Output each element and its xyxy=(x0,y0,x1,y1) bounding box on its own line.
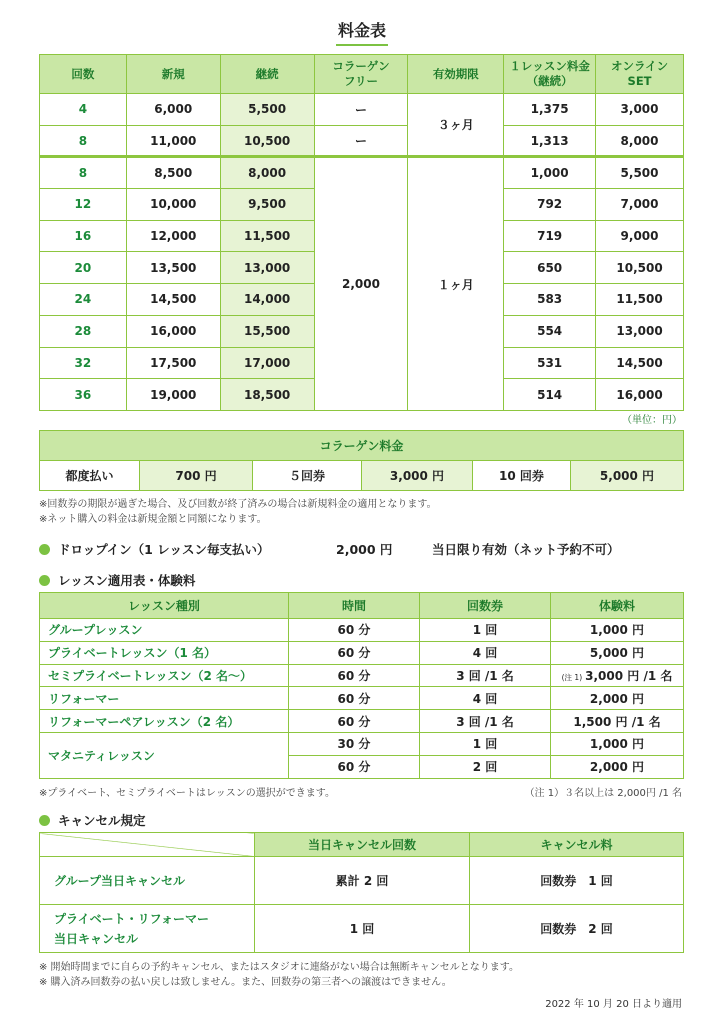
cancel-name: プライベート・リフォーマー 当日キャンセル xyxy=(40,905,255,953)
cont-price-cell: 10,500 xyxy=(220,125,314,157)
col-period-header: 有効期限 xyxy=(408,55,504,94)
dropin-price: 2,000 円 xyxy=(336,542,393,557)
notes-lesson-right: （注 1）３名以上は 2,000円 /1 名 xyxy=(524,788,682,799)
online-cell: 3,000 xyxy=(596,94,684,126)
collagen-cell: ー xyxy=(314,94,408,126)
period-cell: １ヶ月 xyxy=(408,157,504,411)
count-cell: 16 xyxy=(40,220,127,252)
count-cell: 28 xyxy=(40,315,127,347)
lesson-table xyxy=(39,592,684,779)
count-cell: 32 xyxy=(40,347,127,379)
online-cell: 14,500 xyxy=(596,347,684,379)
footnote-marker: (注 1) xyxy=(561,672,583,682)
lesson-name: グループレッスン xyxy=(40,619,289,642)
cont-price-cell: 11,500 xyxy=(220,220,314,252)
new-price-cell: 13,500 xyxy=(126,252,220,284)
online-cell: 16,000 xyxy=(596,379,684,411)
note-line: ※回数券の期限が過ぎた場合、及び回数が終了済みの場合は新規料金の適用となります。 xyxy=(39,499,437,510)
effective-date: 2022 年 10 月 20 日より適用 xyxy=(545,999,682,1010)
cancel-fee: 回数券 2 回 xyxy=(470,905,684,953)
collagen-cell: 2,000 xyxy=(314,157,408,411)
new-price-cell: 12,000 xyxy=(126,220,220,252)
col-fee-header: 体験料 xyxy=(551,593,684,619)
table-row xyxy=(40,94,684,126)
lesson-fee: 1,000 円 xyxy=(551,732,684,755)
table-row xyxy=(40,664,684,687)
dropin-line xyxy=(39,540,620,558)
table-row xyxy=(40,905,684,953)
cancel-name: グループ当日キャンセル xyxy=(40,857,255,905)
cancel-table xyxy=(39,832,684,953)
notes-lesson-left: ※プライベート、セミプライベートはレッスンの選択ができます。 xyxy=(39,788,335,799)
lesson-name: リフォーマー xyxy=(40,687,289,710)
collagen-label: ５回券 xyxy=(253,461,362,491)
per-lesson-cell: 514 xyxy=(504,379,596,411)
new-price-cell: 16,000 xyxy=(126,315,220,347)
lesson-name: プライベートレッスン（1 名） xyxy=(40,641,289,664)
cont-price-cell: 18,500 xyxy=(220,379,314,411)
table-row xyxy=(40,710,684,733)
lesson-tickets: 4 回 xyxy=(420,641,551,664)
new-price-cell: 8,500 xyxy=(126,157,220,189)
new-price-cell: 6,000 xyxy=(126,94,220,126)
lesson-time: 60 分 xyxy=(289,755,420,778)
new-price-cell: 14,500 xyxy=(126,284,220,316)
collagen-fee-title: コラーゲン料金 xyxy=(40,431,684,461)
collagen-fee-table xyxy=(39,430,684,491)
collagen-price: 5,000 円 xyxy=(571,461,684,491)
period-cell: ３ヶ月 xyxy=(408,94,504,157)
unit-label: （単位：円） xyxy=(622,415,682,426)
col-cont-header: 継続 xyxy=(220,55,314,94)
table-row xyxy=(40,687,684,710)
bullet-icon xyxy=(39,544,50,555)
online-cell: 11,500 xyxy=(596,284,684,316)
new-price-cell: 19,000 xyxy=(126,379,220,411)
lesson-fee-cell xyxy=(551,664,684,687)
per-lesson-cell: 1,313 xyxy=(504,125,596,157)
cancel-fee: 回数券 1 回 xyxy=(470,857,684,905)
lesson-section-title: レッスン適用表・体験料 xyxy=(58,573,196,588)
note-line: ※ネット購入の料金は新規金額と同額になります。 xyxy=(39,514,267,525)
per-lesson-cell: 1,375 xyxy=(504,94,596,126)
cancel-section-title: キャンセル規定 xyxy=(58,813,146,828)
lesson-fee: 3,000 円 /1 名 xyxy=(585,668,673,683)
lesson-time: 60 分 xyxy=(289,619,420,642)
lesson-section-heading xyxy=(39,571,195,589)
col-cancel-count-header: 当日キャンセル回数 xyxy=(255,833,470,857)
per-lesson-cell: 1,000 xyxy=(504,157,596,189)
new-price-cell: 11,000 xyxy=(126,125,220,157)
count-cell: 8 xyxy=(40,125,127,157)
lesson-tickets: 3 回 /1 名 xyxy=(420,664,551,687)
notes-cancel xyxy=(39,960,519,990)
dropin-label: ドロップイン（1 レッスン毎支払い） xyxy=(58,542,270,557)
table-row xyxy=(40,619,684,642)
col-new-header: 新規 xyxy=(126,55,220,94)
cont-price-cell: 15,500 xyxy=(220,315,314,347)
cont-price-cell: 14,000 xyxy=(220,284,314,316)
bullet-icon xyxy=(39,575,50,586)
cont-price-cell: 8,000 xyxy=(220,157,314,189)
new-price-cell: 10,000 xyxy=(126,189,220,221)
lesson-time: 30 分 xyxy=(289,732,420,755)
cont-price-cell: 13,000 xyxy=(220,252,314,284)
note-line: ※ 開始時間までに自らの予約キャンセル、またはスタジオに連絡がない場合は無断キャンセルとなります。 xyxy=(39,962,519,973)
count-cell: 24 xyxy=(40,284,127,316)
table-row xyxy=(40,125,684,157)
note-line: ※ 購入済み回数券の払い戻しは致しません。また、回数券の第三者への譲渡はできません。 xyxy=(39,977,452,988)
col-cancel-fee-header: キャンセル料 xyxy=(470,833,684,857)
lesson-time: 60 分 xyxy=(289,710,420,733)
table-row xyxy=(40,857,684,905)
cancel-section-heading xyxy=(39,811,146,829)
col-lesson-type-header: レッスン種別 xyxy=(40,593,289,619)
table-row xyxy=(40,461,684,491)
lesson-tickets: 1 回 xyxy=(420,619,551,642)
diagonal-header-cell xyxy=(40,833,255,857)
online-cell: 10,500 xyxy=(596,252,684,284)
cancel-count: 1 回 xyxy=(255,905,470,953)
lesson-table-header xyxy=(40,593,684,619)
lesson-fee: 2,000 円 xyxy=(551,755,684,778)
per-lesson-cell: 554 xyxy=(504,315,596,347)
count-cell: 20 xyxy=(40,252,127,284)
price-table-header xyxy=(40,55,684,94)
online-cell: 13,000 xyxy=(596,315,684,347)
online-cell: 9,000 xyxy=(596,220,684,252)
count-cell: 4 xyxy=(40,94,127,126)
per-lesson-cell: 531 xyxy=(504,347,596,379)
table-row xyxy=(40,157,684,189)
count-cell: 12 xyxy=(40,189,127,221)
col-online-header: オンライン SET xyxy=(596,55,684,94)
per-lesson-cell: 792 xyxy=(504,189,596,221)
col-per-lesson-header: １レッスン料金 （継続） xyxy=(504,55,596,94)
bullet-icon xyxy=(39,815,50,826)
lesson-time: 60 分 xyxy=(289,641,420,664)
cont-price-cell: 17,000 xyxy=(220,347,314,379)
lesson-tickets: 3 回 /1 名 xyxy=(420,710,551,733)
collagen-cell: ー xyxy=(314,125,408,157)
table-row xyxy=(40,641,684,664)
per-lesson-cell: 583 xyxy=(504,284,596,316)
notes-ticket xyxy=(39,497,437,527)
lesson-fee: 2,000 円 xyxy=(551,687,684,710)
page-title: 料金表 xyxy=(0,18,724,46)
cancel-table-header xyxy=(40,833,684,857)
col-time-header: 時間 xyxy=(289,593,420,619)
cont-price-cell: 9,500 xyxy=(220,189,314,221)
lesson-fee: 1,500 円 /1 名 xyxy=(551,710,684,733)
lesson-tickets: 1 回 xyxy=(420,732,551,755)
new-price-cell: 17,500 xyxy=(126,347,220,379)
collagen-label: 10 回券 xyxy=(473,461,571,491)
lesson-time: 60 分 xyxy=(289,664,420,687)
online-cell: 7,000 xyxy=(596,189,684,221)
per-lesson-cell: 650 xyxy=(504,252,596,284)
cont-price-cell: 5,500 xyxy=(220,94,314,126)
count-cell: 36 xyxy=(40,379,127,411)
dropin-note: 当日限り有効（ネット予約不可） xyxy=(432,542,620,557)
per-lesson-cell: 719 xyxy=(504,220,596,252)
lesson-fee: 1,000 円 xyxy=(551,619,684,642)
collagen-price: 700 円 xyxy=(140,461,253,491)
col-tickets-header: 回数券 xyxy=(420,593,551,619)
count-cell: 8 xyxy=(40,157,127,189)
online-cell: 5,500 xyxy=(596,157,684,189)
lesson-time: 60 分 xyxy=(289,687,420,710)
collagen-label: 都度払い xyxy=(40,461,140,491)
lesson-name: セミプライベートレッスン（2 名〜） xyxy=(40,664,289,687)
lesson-tickets: 4 回 xyxy=(420,687,551,710)
lesson-tickets: 2 回 xyxy=(420,755,551,778)
col-collagen-header: コラーゲン フリー xyxy=(314,55,408,94)
lesson-fee: 5,000 円 xyxy=(551,641,684,664)
online-cell: 8,000 xyxy=(596,125,684,157)
collagen-price: 3,000 円 xyxy=(362,461,473,491)
lesson-name: マタニティレッスン xyxy=(40,732,289,778)
price-table xyxy=(39,54,684,411)
cancel-count: 累計 2 回 xyxy=(255,857,470,905)
lesson-name: リフォーマーペアレッスン（2 名） xyxy=(40,710,289,733)
table-row xyxy=(40,732,684,755)
col-count-header: 回数 xyxy=(40,55,127,94)
